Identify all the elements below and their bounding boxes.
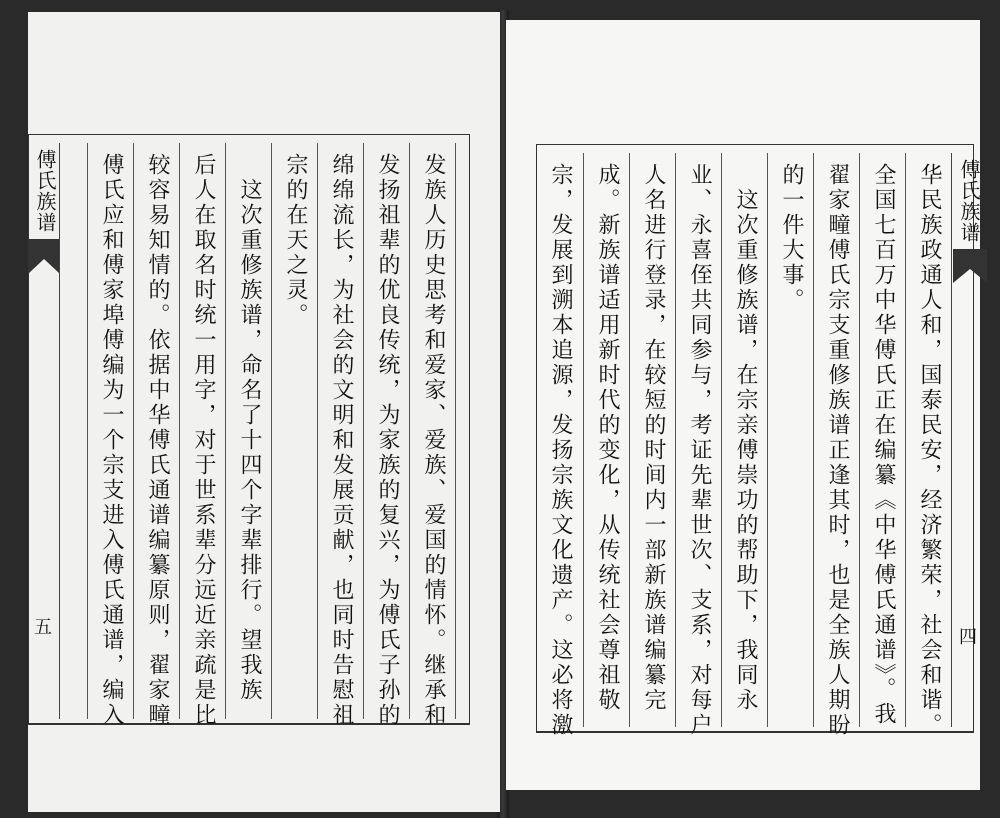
fishtail-mark-icon <box>953 249 987 283</box>
column-text: 全国七百万中华傅氏正在编纂《中华傅氏通谱》。我 <box>871 163 896 727</box>
left-column-5 <box>225 143 272 719</box>
left-column-1 <box>409 143 456 728</box>
right-book-title: 傅氏族谱 <box>957 159 981 243</box>
right-column-9 <box>537 153 583 738</box>
right-column-8 <box>583 153 630 727</box>
column-text: 绵绵流长，为社会的文明和发展贡献，也同时告慰祖 <box>329 153 354 728</box>
column-text: 发族人历史思考和爱家、爱族、爱国的情怀。继承和 <box>421 153 446 728</box>
column-text: 宗，发展到溯本追源，发扬宗族文化遗产。这必将激 <box>548 163 573 738</box>
column-text: 傅氏应和傅家埠傅编为一个宗支进入傅氏通谱，编入 <box>99 153 124 728</box>
column-text: 较容易知情的。依据中华傅氏通谱编纂原则，翟家疃 <box>145 153 170 728</box>
column-text: 的一件大事。 <box>779 163 804 313</box>
left-column-3 <box>317 143 364 728</box>
column-text: 成。新族谱适用新时代的变化，从传统社会尊祖敬 <box>595 163 620 713</box>
right-page-number: 四 <box>959 627 977 648</box>
left-column-7 <box>133 143 180 728</box>
column-text: 人名进行登录，在较短的时间内一部新族谱编纂完 <box>641 163 666 713</box>
right-column-5 <box>721 153 768 727</box>
left-column-6 <box>179 143 226 728</box>
right-column-3 <box>813 153 860 738</box>
column-text: 这次重修族谱，在宗亲傅崇功的帮助下，我同永 <box>733 163 758 713</box>
column-text: 业、永喜侄共同参与，考证先辈世次、支系，对每户 <box>687 163 712 738</box>
right-column-4 <box>767 153 814 727</box>
left-column-4 <box>271 143 318 719</box>
left-title-strip <box>29 143 59 719</box>
right-title-strip <box>953 153 983 727</box>
column-text: 发扬祖辈的优良传统，为家族的复兴，为傅氏子孙的 <box>375 153 400 728</box>
right-text-frame <box>536 144 981 738</box>
right-column-7 <box>629 153 676 727</box>
left-page <box>28 12 500 812</box>
left-book-title: 傅氏族谱 <box>33 149 57 233</box>
right-page <box>506 20 980 790</box>
right-column-1 <box>905 153 952 738</box>
column-text: 这次重修族谱，命名了十四个字辈排行。望我族 <box>237 153 262 703</box>
left-text-frame <box>28 134 470 728</box>
column-text: 华民族政通人和，国泰民安，经济繁荣，社会和谐。 <box>917 163 942 738</box>
left-column-rule <box>455 143 456 719</box>
left-column-2 <box>363 143 410 728</box>
right-column-2 <box>859 153 906 727</box>
fishtail-mark-icon <box>29 239 59 273</box>
left-title-divider <box>59 143 60 719</box>
left-column-8 <box>87 143 134 728</box>
right-column-6 <box>675 153 722 738</box>
right-title-divider <box>951 153 952 727</box>
left-page-number: 五 <box>34 617 52 638</box>
column-text: 后人在取名时统一用字，对于世系辈分远近亲疏是比 <box>191 153 216 728</box>
column-text: 宗的在天之灵。 <box>283 153 308 328</box>
column-text: 翟家疃傅氏宗支重修族谱正逢其时，也是全族人期盼 <box>825 163 850 738</box>
